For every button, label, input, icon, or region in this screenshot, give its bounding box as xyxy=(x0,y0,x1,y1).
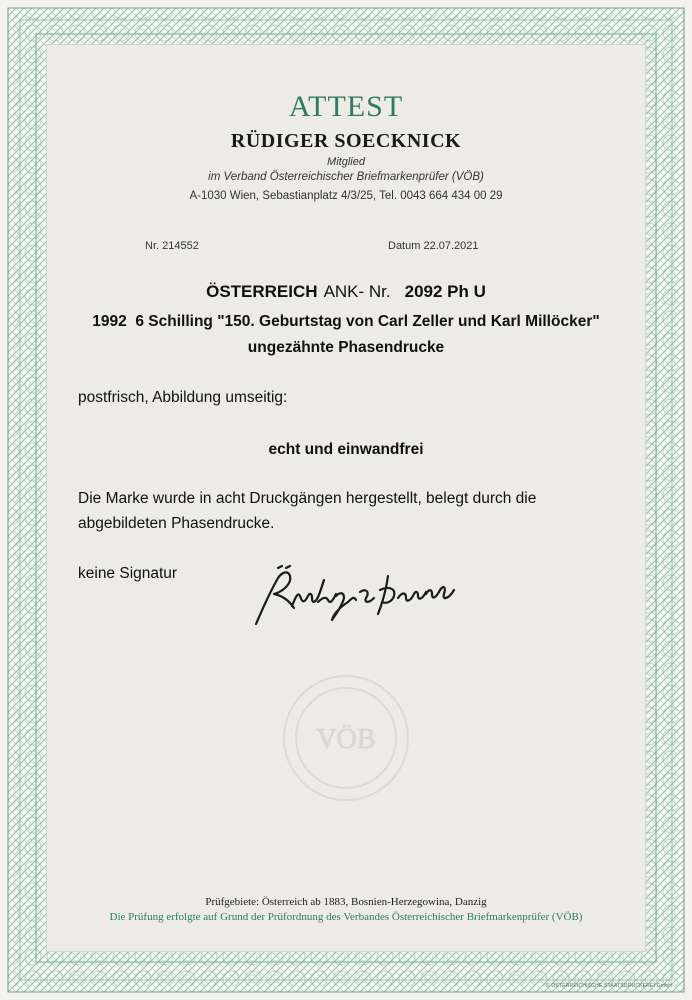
address-line: A-1030 Wien, Sebastianplatz 4/3/25, Tel. 0043 664 434 00 29 xyxy=(189,190,503,202)
stamp-subtitle: ungezähnte Phasendrucke xyxy=(247,339,445,356)
catalog-label: ANK- Nr. xyxy=(323,282,391,301)
exam-regulation: Die Prüfung erfolgte auf Grund der Prüfordnung des Verbandes Österreichischer Briefmarkenprüfer (VÖB) xyxy=(109,911,583,923)
printer-imprint: © ÖSTERREICHISCHE STAATSDRUCKEREI GmbH xyxy=(545,983,672,989)
examiner-name: RÜDIGER SOECKNICK xyxy=(230,130,462,152)
stamp-description: 1992 6 Schilling "150. Geburtstag von Carl Zeller und Karl Millöcker" xyxy=(92,313,600,330)
exam-areas: Prüfgebiete: Österreich ab 1883, Bosnien-Herzegowina, Danzig xyxy=(205,896,487,908)
remark-line-2: abgebildeten Phasendrucke. xyxy=(78,515,275,532)
verdict-text: echt und einwandfrei xyxy=(268,441,424,458)
handwritten-signature xyxy=(248,562,468,632)
certificate-number: Nr. 214552 xyxy=(145,240,199,252)
condition-text: postfrisch, Abbildung umseitig: xyxy=(78,389,288,406)
stamp-heading xyxy=(0,282,692,302)
embossed-seal xyxy=(276,668,416,808)
signature-note: keine Signatur xyxy=(78,565,178,582)
certificate-date: Datum 22.07.2021 xyxy=(388,240,479,252)
certificate-title: ATTEST xyxy=(288,90,404,123)
country-name: ÖSTERREICH xyxy=(206,282,318,301)
association-line: im Verband Österreichischer Briefmarkenprüfer (VÖB) xyxy=(208,171,484,183)
catalog-number: 2092 Ph U xyxy=(404,282,486,301)
seal-text: VÖB xyxy=(316,724,376,755)
remark-line-1: Die Marke wurde in acht Druckgängen hergestellt, belegt durch die xyxy=(78,490,537,507)
member-label: Mitglied xyxy=(327,156,365,168)
